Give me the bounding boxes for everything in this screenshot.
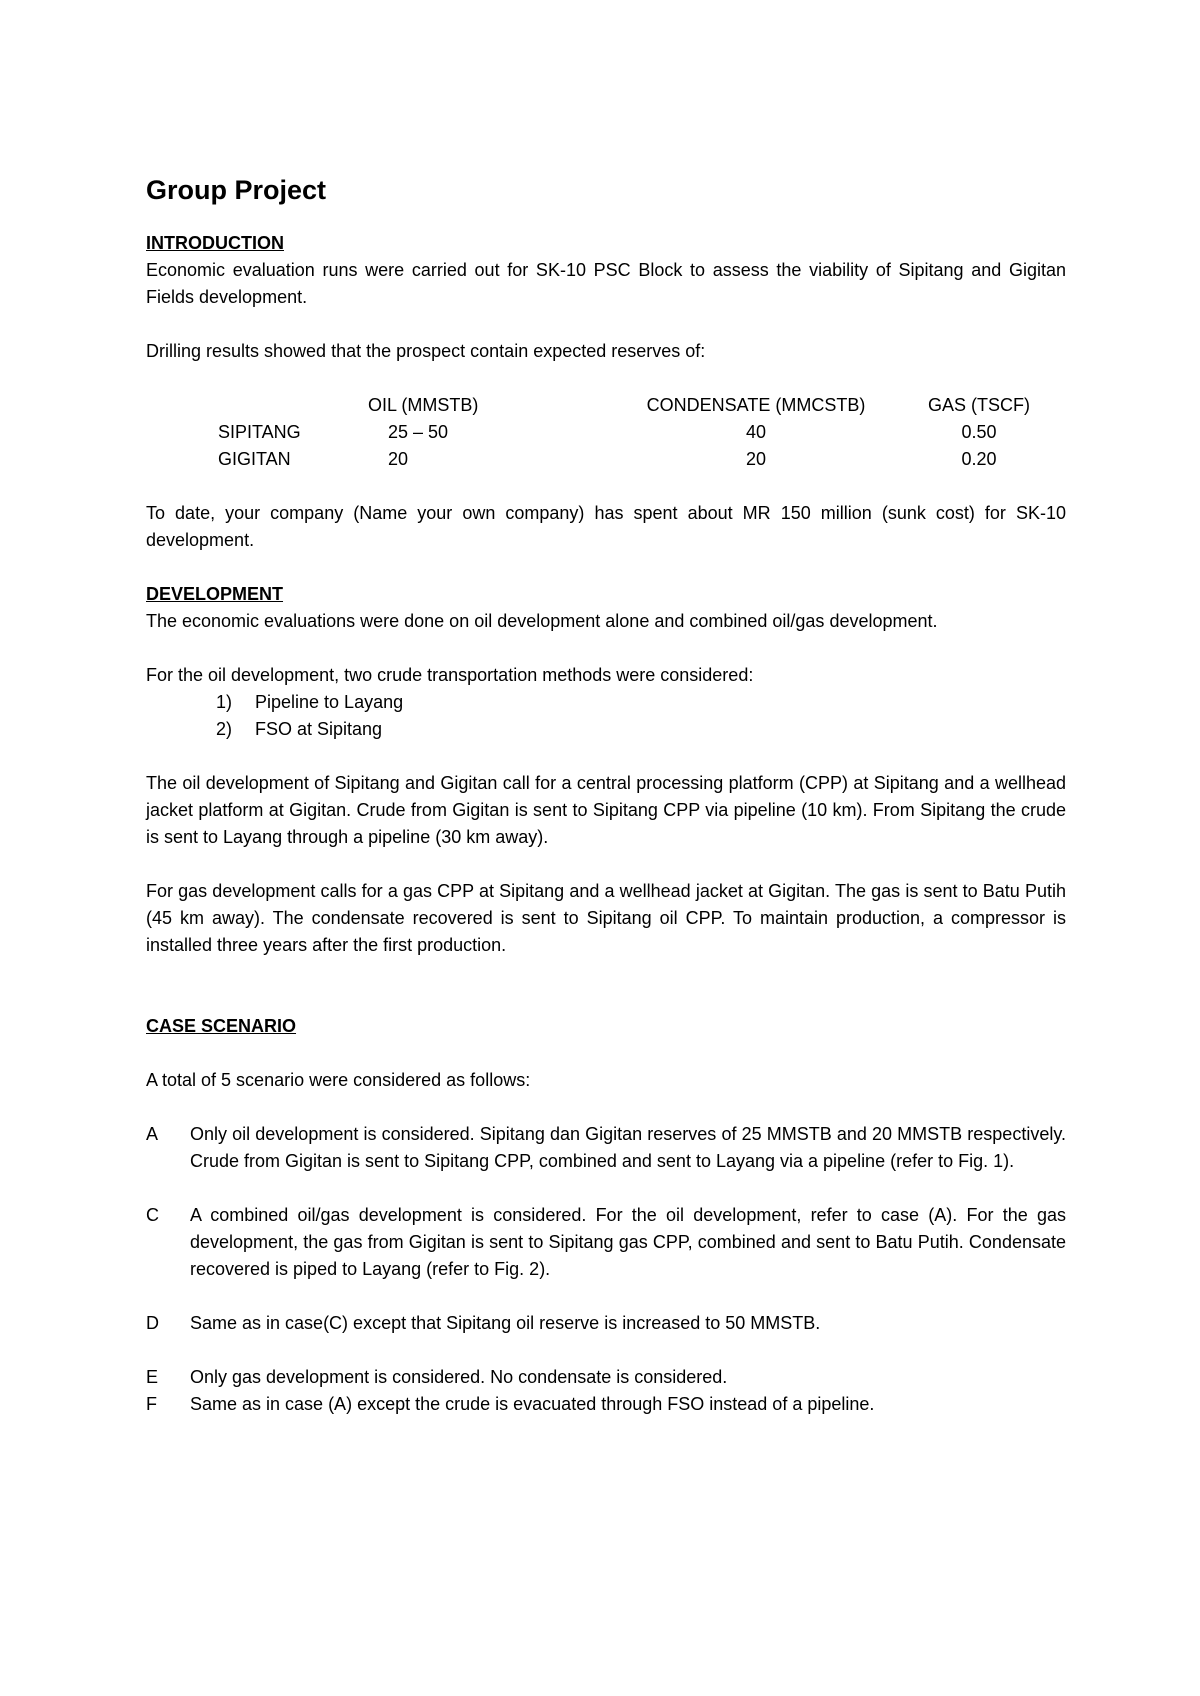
list-item	[216, 716, 1066, 743]
reserves-intro-paragraph: Drilling results showed that the prospect contain expected reserves of:	[146, 341, 706, 361]
scenario-letter: E	[146, 1367, 159, 1387]
reserves-oil-value: 25 – 50	[388, 422, 449, 442]
list-item-number: 1)	[216, 692, 233, 712]
transport-methods-paragraph: For the oil development, two crude transportation methods were considered:	[146, 665, 754, 685]
page-title: Group Project	[146, 175, 327, 205]
sunk-cost-paragraph: To date, your company (Name your own company) has spent about MR 150 million (sunk cost) for SK-10 development.	[146, 503, 1066, 550]
scenario-item	[146, 1202, 1066, 1283]
table-row	[218, 419, 1054, 446]
reserves-table	[218, 392, 1054, 473]
reserves-header-cell	[218, 392, 368, 419]
case-scenario-heading: CASE SCENARIO	[146, 1016, 297, 1036]
table-row	[218, 446, 1054, 473]
list-item-text: Pipeline to Layang	[255, 692, 404, 712]
scenario-text: Same as in case (A) except the crude is evacuated through FSO instead of a pipeline.	[190, 1394, 875, 1414]
list-item	[216, 689, 1066, 716]
reserves-condensate-value: 40	[745, 422, 767, 442]
scenario-text: Only gas development is considered. No condensate is considered.	[190, 1367, 728, 1387]
list-item-number: 2)	[216, 719, 233, 739]
reserves-oil-value: 20	[388, 449, 409, 469]
reserves-condensate-value: 20	[745, 449, 767, 469]
scenario-text: Same as in case(C) except that Sipitang oil reserve is increased to 50 MMSTB.	[190, 1313, 821, 1333]
scenario-letter: F	[146, 1394, 157, 1414]
reserves-field-name: SIPITANG	[218, 422, 301, 442]
development-heading: DEVELOPMENT	[146, 584, 284, 604]
reserves-gas-value: 0.50	[961, 422, 997, 442]
list-item-text: FSO at Sipitang	[255, 719, 383, 739]
transport-methods-list	[146, 689, 1066, 743]
scenario-text: A combined oil/gas development is considered. For the oil development, refer to case (A). For the gas development, the gas from Gigitan is sent to Sipitang gas CPP, combined and sent to Batu Putih. Condensate recovered is piped to Layang (refer to Fig. 2).	[190, 1205, 1066, 1279]
document-page	[146, 170, 1066, 1418]
scenario-item	[146, 1121, 1066, 1175]
reserves-header-cell: CONDENSATE (MMCSTB)	[646, 395, 866, 415]
reserves-table-header-row	[218, 392, 1054, 419]
introduction-heading: INTRODUCTION	[146, 233, 284, 253]
scenario-item	[146, 1310, 1066, 1337]
scenario-item	[146, 1364, 1066, 1391]
reserves-field-name: GIGITAN	[218, 449, 291, 469]
introduction-paragraph: Economic evaluation runs were carried out for SK-10 PSC Block to assess the viability of Sipitang and Gigitan Fields development.	[146, 260, 1066, 307]
scenario-item	[146, 1391, 1066, 1418]
reserves-header-cell: GAS (TSCF)	[928, 395, 1030, 415]
oil-development-paragraph: The oil development of Sipitang and Gigitan call for a central processing platform (CPP) at Sipitang and a wellhead jacket platform at Gigitan. Crude from Gigitan is sent to Sipitang CPP via pipeline (10 km). From Sipitang the crude is sent to Layang through a pipeline (30 km away).	[146, 773, 1066, 847]
scenario-letter: C	[146, 1205, 159, 1225]
reserves-header-cell: OIL (MMSTB)	[368, 395, 479, 415]
gas-development-paragraph: For gas development calls for a gas CPP at Sipitang and a wellhead jacket at Gigitan. The gas is sent to Batu Putih (45 km away). The condensate recovered is sent to Sipitang oil CPP. To maintain production, a compressor is installed three years after the first production.	[146, 881, 1066, 955]
scenario-text: Only oil development is considered. Sipitang dan Gigitan reserves of 25 MMSTB and 20 MMSTB respectively. Crude from Gigitan is sent to Sipitang CPP, combined and sent to Layang via a pipeline (refer to Fig. 1).	[190, 1124, 1066, 1171]
scenario-letter: A	[146, 1124, 159, 1144]
case-scenario-intro: A total of 5 scenario were considered as follows:	[146, 1070, 531, 1090]
development-paragraph: The economic evaluations were done on oil development alone and combined oil/gas development.	[146, 611, 938, 631]
scenario-letter: D	[146, 1313, 159, 1333]
reserves-gas-value: 0.20	[961, 449, 997, 469]
